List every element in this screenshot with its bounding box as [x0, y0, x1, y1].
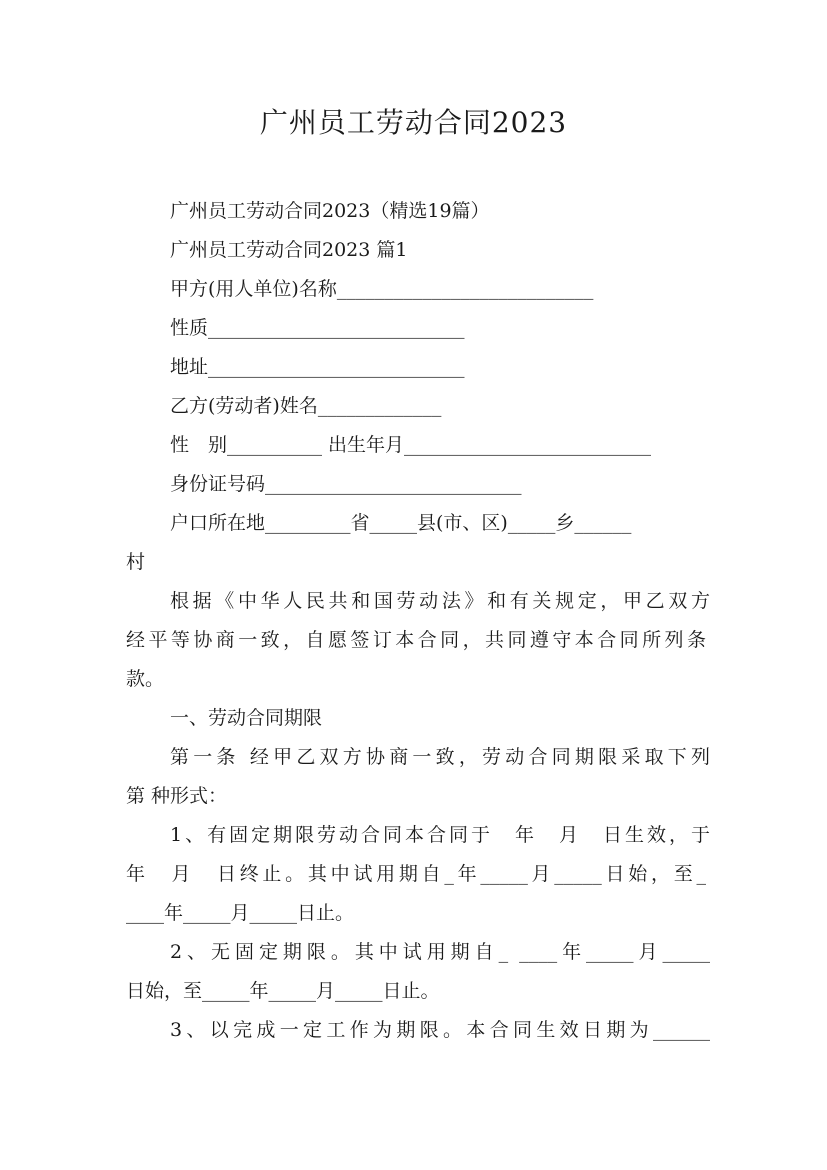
document-title: 广州员工劳动合同2023: [259, 106, 568, 139]
paragraph-line: 款。: [126, 668, 165, 690]
paragraph-line: 1、有固定期限劳动合同本合同于 年 月 日生效，于: [170, 824, 710, 846]
paragraph-line: 日始，至_____年_____月_____日止。: [126, 980, 440, 1002]
paragraph-line: 2、无固定期限。其中试用期自_ ____年_____月_____: [170, 941, 710, 963]
paragraph-line: 年 月 日终止。其中试用期自_年_____月_____日始，至_: [126, 863, 706, 885]
paragraph-line: 经平等协商一致，自愿签订本合同，共同遵守本合同所列条: [126, 629, 706, 651]
household-field-cont: 村: [126, 551, 146, 573]
party-b-name-field: 乙方(劳动者)姓名_____________: [170, 395, 442, 417]
household-field: 户口所在地_________省_____县(市、区)_____乡______: [170, 512, 632, 534]
party-a-name-field: 甲方(用人单位)名称___________________________: [170, 278, 594, 300]
paragraph-line: 第一条 经甲乙双方协商一致，劳动合同期限采取下列: [170, 746, 710, 768]
paragraph-line: 3、以完成一定工作为期限。本合同生效日期为______: [170, 1019, 710, 1041]
subtitle-line: 广州员工劳动合同2023（精选19篇）: [170, 200, 490, 222]
paragraph-line: 第 种形式：: [126, 785, 228, 807]
gender-birth-field: 性 别__________ 出生年月__________________________: [170, 434, 652, 456]
paragraph-line: 根据《中华人民共和国劳动法》和有关规定，甲乙双方: [170, 590, 710, 612]
nature-field: 性质___________________________: [170, 317, 465, 339]
address-field: 地址___________________________: [170, 356, 465, 378]
section-heading: 一、劳动合同期限: [170, 707, 323, 729]
paragraph-line: ____年_____月_____日止。: [126, 902, 355, 924]
section-heading: 广州员工劳动合同2023 篇1: [170, 239, 408, 261]
id-number-field: 身份证号码___________________________: [170, 473, 522, 495]
